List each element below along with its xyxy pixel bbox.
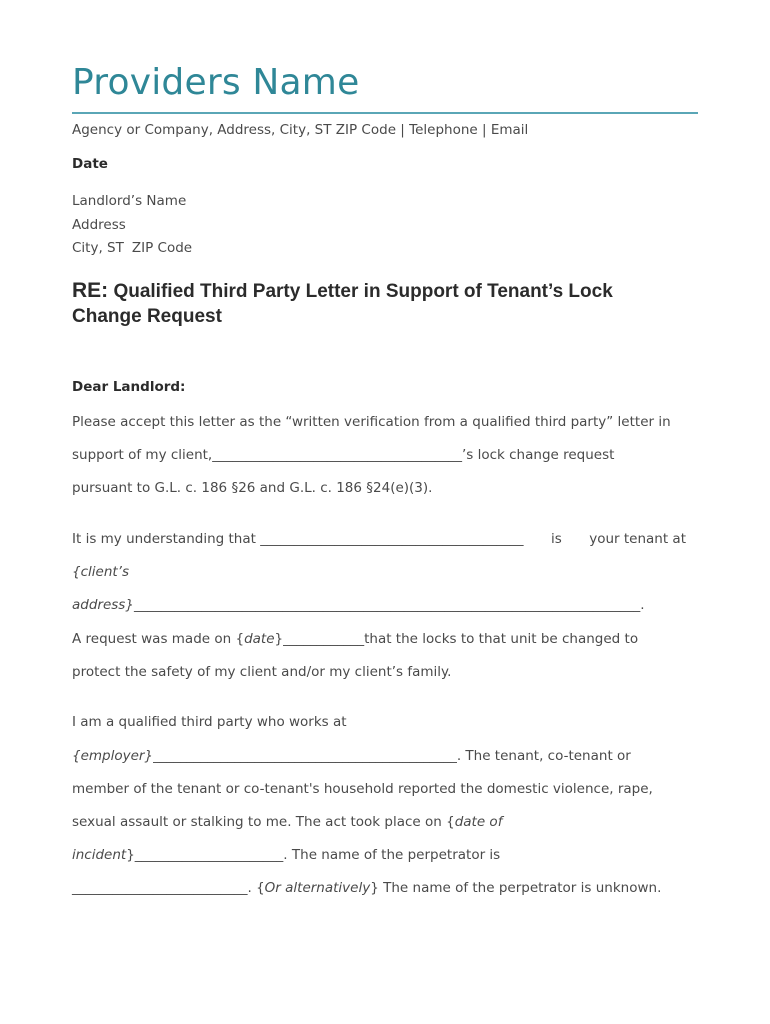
recipient-city-state: City, ST [72,240,124,256]
date-placeholder: date [244,631,275,647]
paragraph2-line5: protect the safety of my client and/or my client’s family. [72,664,452,680]
paragraph3-line6-end: } The name of the perpetrator is unknown. [370,880,662,896]
paragraph3-line4 [72,814,502,830]
paragraph1-line1: Please accept this letter as the “written verification from a qualified third party” letter in [72,414,671,430]
paragraph2-line2 [72,564,129,580]
alternative-placeholder: Or alternatively [264,880,371,896]
paragraph2-line4-end: }____________that the locks to that unit be changed to [274,631,639,647]
provider-name-title: Providers Name [72,62,360,103]
paragraph3-line6 [72,880,661,896]
paragraph1-line3: pursuant to G.L. c. 186 §26 and G.L. c. 186 §24(e)(3). [72,480,433,496]
paragraph3-line2 [72,748,631,764]
paragraph3-line2-rest: _____________________________________________. The tenant, co-tenant or [153,748,631,764]
client-address-blank: ___________________________________________________________________________. [133,597,645,613]
paragraph3-line4-start: sexual assault or stalking to me. The act took place on { [72,814,455,830]
paragraph2-line1 [72,531,686,547]
client-address-placeholder-end: address} [72,597,134,613]
paragraph2-line1-mid: is [550,531,562,547]
recipient-zip: ZIP Code [131,240,193,256]
paragraph2-line4 [72,631,638,647]
subject-title-line1: Qualified Third Party Letter in Support of Tenant’s Lock [108,281,613,302]
paragraph3-line1: I am a qualified third party who works at [72,714,347,730]
paragraph2-line1-end: your tenant at [589,531,686,547]
re-label: RE: [72,279,109,302]
incident-placeholder-end: incident [72,847,127,863]
paragraph1-line2: support of my client,_____________________________________’s lock change request [72,447,615,463]
contact-line: Agency or Company, Address, City, ST ZIP Code | Telephone | Email [72,122,529,138]
paragraph2-line1-start: It is my understanding that _______________________________________ [72,531,524,547]
employer-placeholder: {employer} [72,748,154,764]
recipient-address-block [72,190,192,261]
salutation: Dear Landlord: [72,379,186,395]
date-label: Date [72,156,108,172]
incident-date-placeholder: date of [454,814,503,830]
paragraph3-line3: member of the tenant or co-tenant's household reported the domestic violence, rape, [72,781,653,797]
paragraph2-line3 [72,597,644,613]
subject-heading [72,278,692,329]
subject-title-line2: Change Request [72,306,222,327]
title-divider [72,112,698,114]
recipient-name: Landlord’s Name [72,193,187,209]
paragraph3-line5-rest: }______________________. The name of the perpetrator is [126,847,501,863]
recipient-city-zip [72,237,192,261]
recipient-address: Address [72,216,126,233]
perpetrator-blank: __________________________. { [72,880,265,896]
client-address-placeholder: {client’s [72,564,129,580]
paragraph2-line4-start: A request was made on { [72,631,245,647]
paragraph3-line5 [72,847,500,863]
